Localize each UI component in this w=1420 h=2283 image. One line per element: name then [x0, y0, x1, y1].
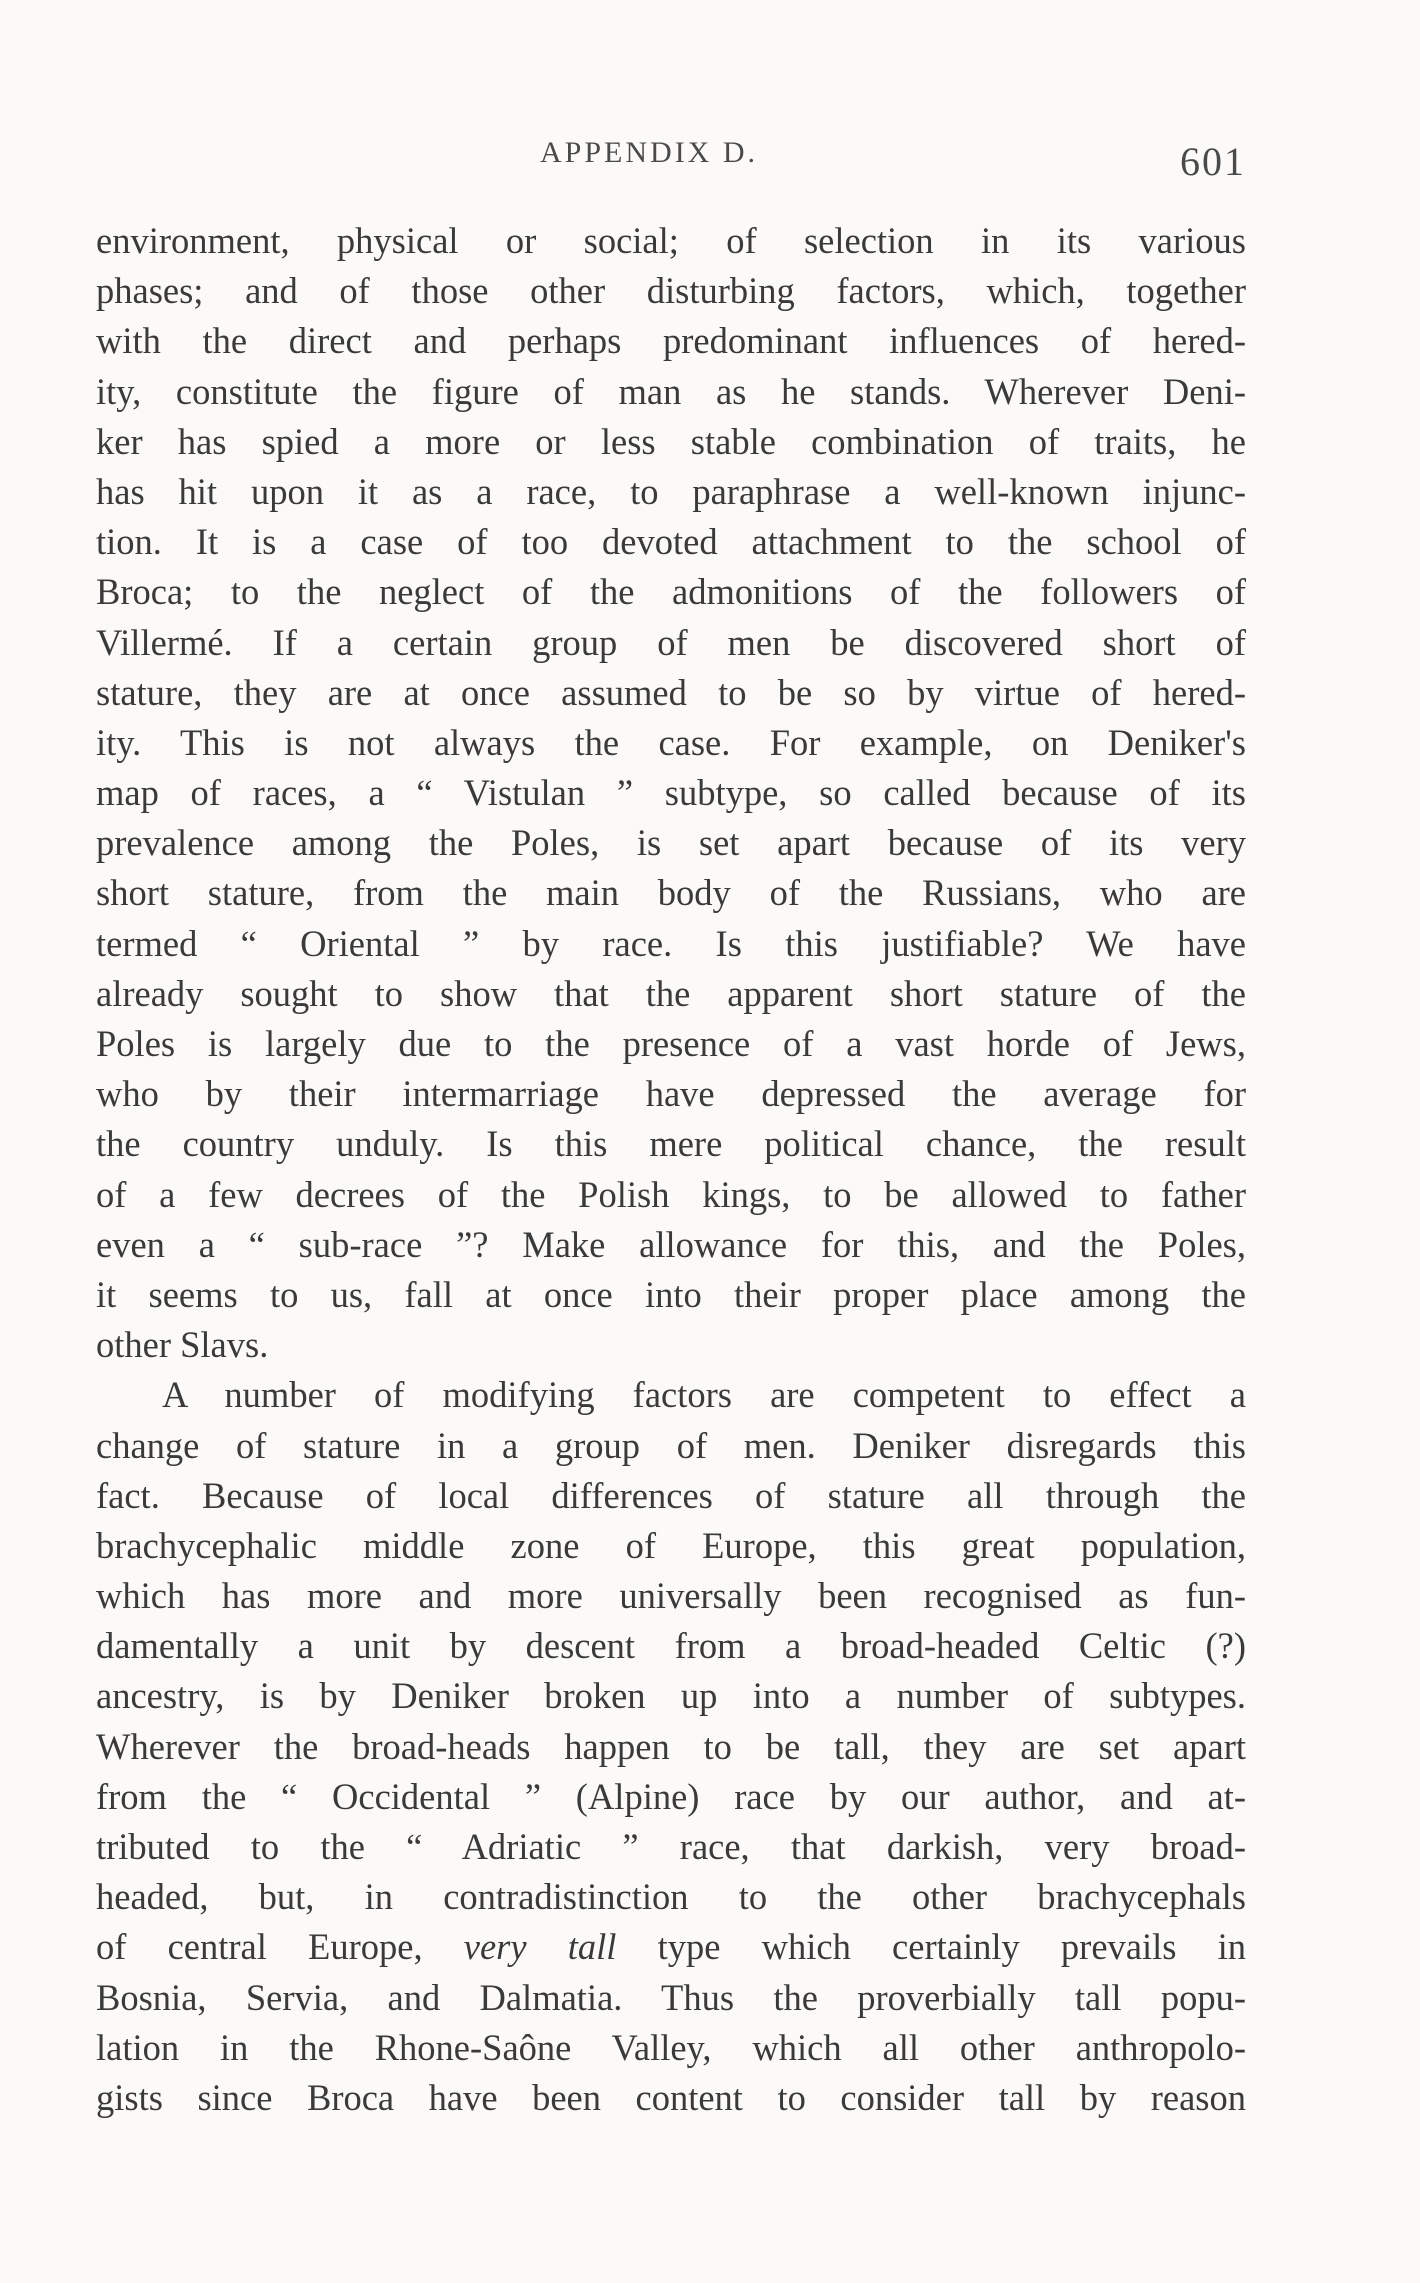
text-line: A number of modifying factors are competent to effect a — [162, 1374, 1246, 1416]
text-line: stature, they are at once assumed to be so by virtue of hered- — [96, 671, 1246, 713]
paragraph-1 — [96, 216, 1246, 1370]
text-line: ancestry, is by Deniker broken up into a number of subtypes. — [96, 1675, 1246, 1717]
running-head: APPENDIX D. — [540, 136, 759, 169]
text-line: lation in the Rhone-Saône Valley, which all other anthropolo- — [96, 2026, 1246, 2068]
page-body — [96, 216, 1246, 2123]
text-line: damentally a unit by descent from a broad-headed Celtic (?) — [96, 1625, 1246, 1667]
text-line: other Slavs. — [96, 1324, 269, 1366]
text-line: the country unduly. Is this mere political chance, the result — [96, 1123, 1246, 1165]
text-line: tributed to the “ Adriatic ” race, that darkish, very broad- — [96, 1826, 1246, 1867]
text-line: even a “ sub-race ”? Make allowance for this, and the Poles, — [96, 1223, 1246, 1265]
text-fragment: of central Europe, — [96, 1926, 423, 1968]
text-line: fact. Because of local differences of stature all through the — [96, 1474, 1246, 1516]
text-line: from the “ Occidental ” (Alpine) race by our author, and at- — [96, 1775, 1246, 1817]
text-line: who by their intermarriage have depressed the average for — [96, 1073, 1246, 1115]
text-line: already sought to show that the apparent short stature of the — [96, 972, 1246, 1014]
text-line: with the direct and perhaps predominant influences of hered- — [96, 320, 1246, 362]
text-line: phases; and of those other disturbing factors, which, together — [96, 270, 1246, 312]
text-line: change of stature in a group of men. Deniker disregards this — [96, 1424, 1246, 1466]
text-line: which has more and more universally been recognised as fun- — [96, 1575, 1246, 1617]
text-line: Broca; to the neglect of the admonitions of the followers of — [96, 571, 1246, 613]
text-line-emphasis — [96, 1922, 1246, 1972]
text-line: ker has spied a more or less stable combination of traits, he — [96, 420, 1246, 462]
text-line: prevalence among the Poles, is set apart because of its very — [96, 822, 1246, 864]
text-line: headed, but, in contradistinction to the other brachycephals — [96, 1876, 1246, 1918]
text-line: Wherever the broad-heads happen to be tall, they are set apart — [96, 1725, 1246, 1767]
text-line: tion. It is a case of too devoted attachment to the school of — [96, 521, 1246, 563]
text-line: short stature, from the main body of the Russians, who are — [96, 872, 1246, 914]
text-line: Poles is largely due to the presence of a vast horde of Jews, — [96, 1023, 1246, 1064]
text-line: brachycephalic middle zone of Europe, this great population, — [96, 1524, 1246, 1566]
text-line: termed “ Oriental ” by race. Is this justifiable? We have — [96, 922, 1246, 964]
text-line: ity, constitute the figure of man as he stands. Wherever Deni- — [96, 370, 1246, 412]
text-fragment: type which certainly prevails in — [657, 1926, 1247, 1968]
text-line: Bosnia, Servia, and Dalmatia. Thus the proverbially tall popu- — [96, 1976, 1246, 2018]
text-line: of a few decrees of the Polish kings, to be allowed to father — [96, 1173, 1246, 1215]
text-line: Villermé. If a certain group of men be discovered short of — [96, 621, 1246, 663]
text-line: environment, physical or social; of selection in its various — [96, 220, 1246, 261]
text-line: it seems to us, fall at once into their proper place among the — [96, 1273, 1246, 1315]
page-header — [96, 128, 1246, 188]
text-line: gists since Broca have been content to consider tall by reason — [96, 2076, 1246, 2118]
text-line: ity. This is not always the case. For example, on Deniker's — [96, 721, 1246, 763]
text-line: map of races, a “ Vistulan ” subtype, so called because of its — [96, 772, 1246, 814]
text-line: has hit upon it as a race, to paraphrase a well-known injunc- — [96, 470, 1246, 512]
paragraph-2 — [96, 1370, 1246, 2123]
page-number: 601 — [1180, 139, 1246, 184]
italic-emphasis: very tall — [463, 1926, 617, 1968]
